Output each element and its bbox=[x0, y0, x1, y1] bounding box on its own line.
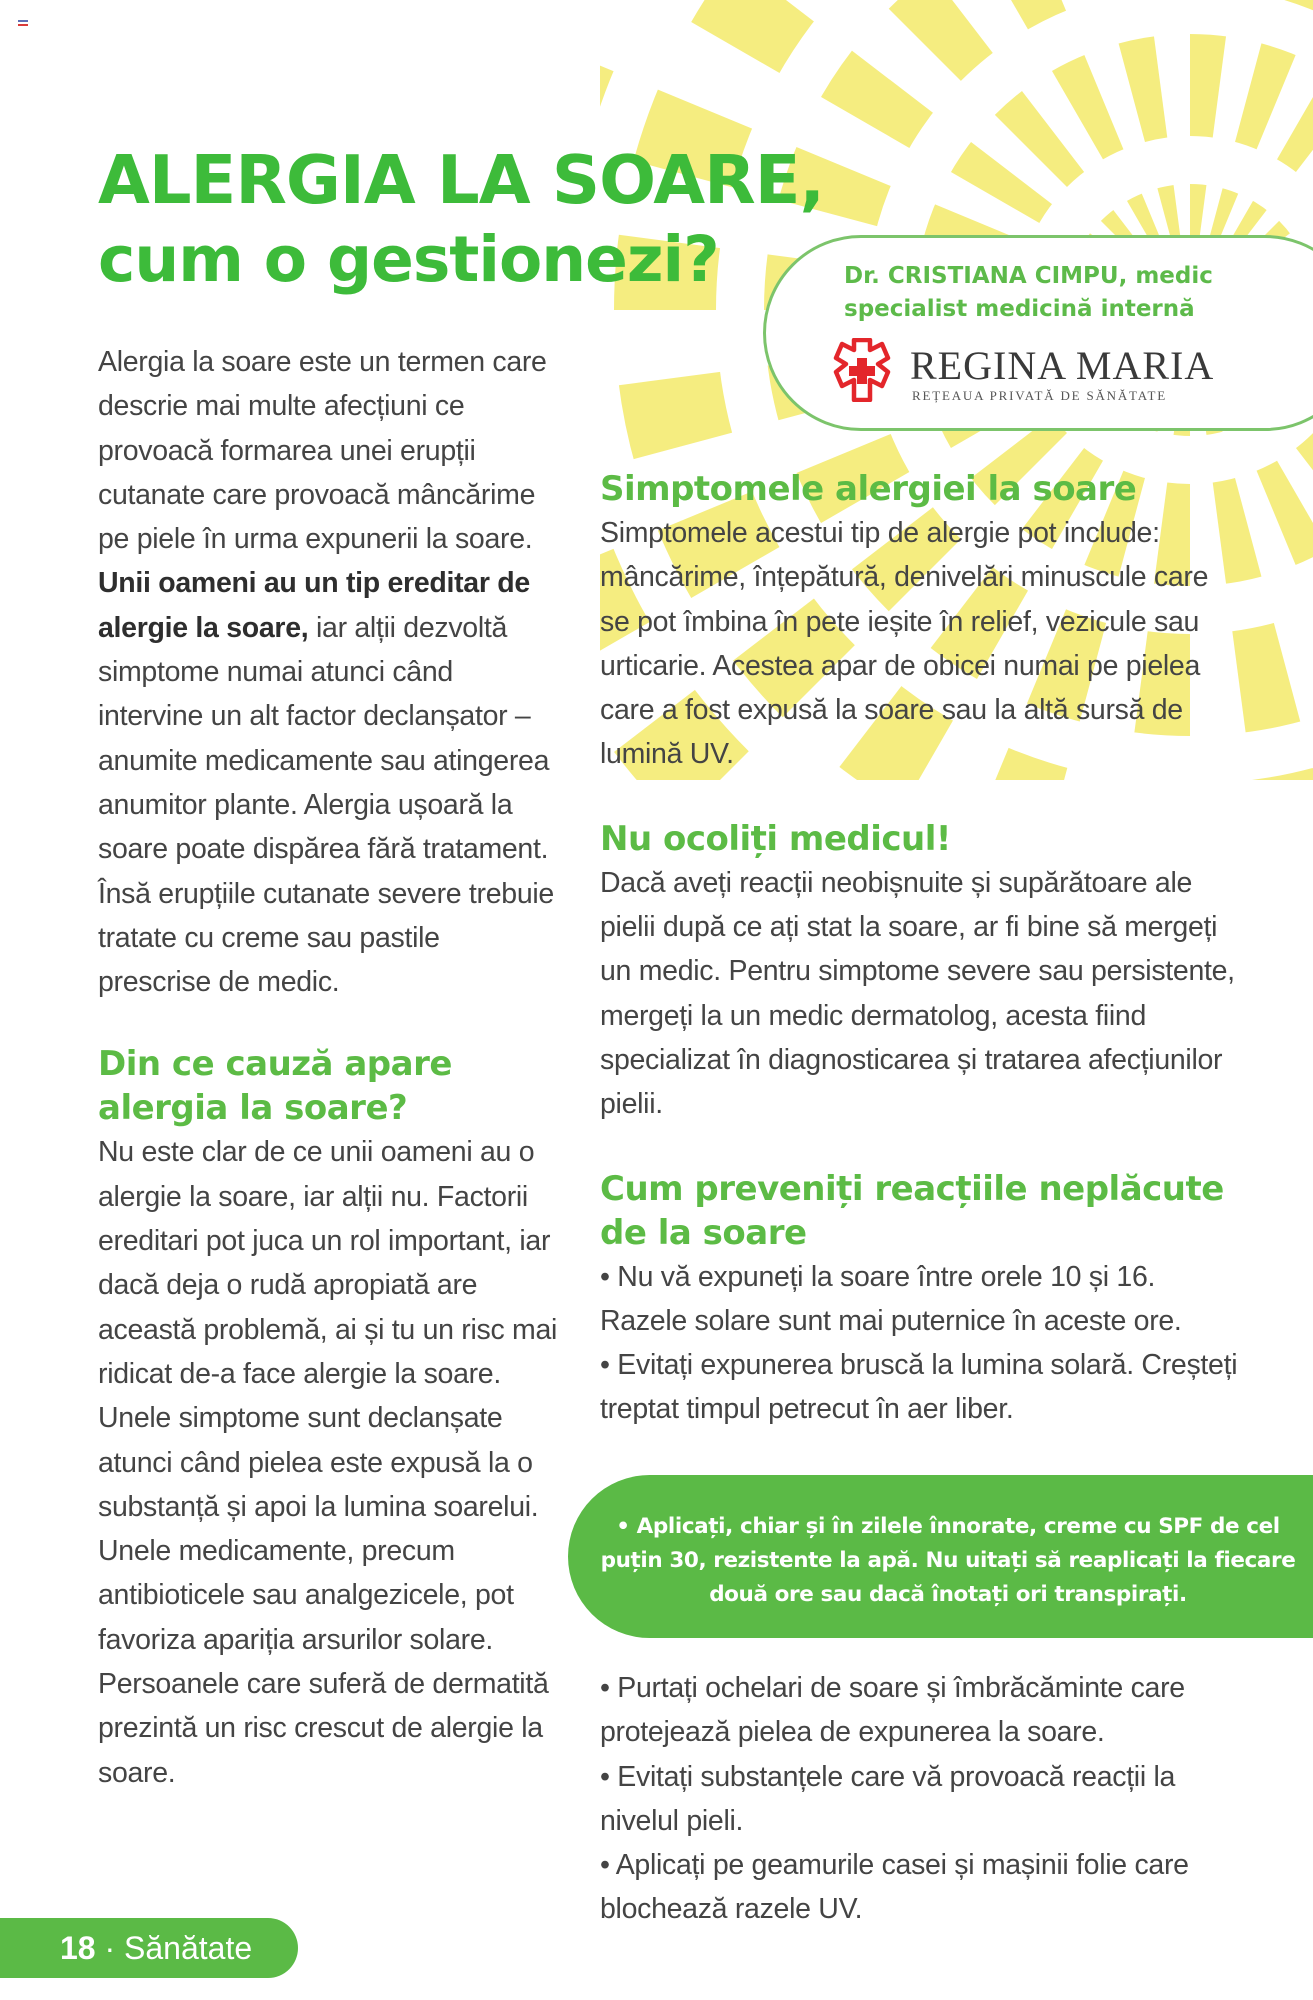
intro-paragraph bbox=[98, 340, 558, 1004]
spf-tip-banner: • Aplicați, chiar și în zilele înnorate, creme cu SPF de cel puțin 30, rezistente la apă. Nu uitați să reaplicați la fiecare două ore sau dacă înotați ori transpirați. bbox=[568, 1475, 1313, 1638]
footer-separator: · bbox=[104, 1930, 116, 1966]
right-column bbox=[600, 467, 1240, 1432]
corner-flag-icon bbox=[18, 20, 28, 26]
intro-text-1: Alergia la soare este un termen care descrie mai multe afecțiuni ce provoacă formarea unei erupții cutanate care provoacă mâncărime pe piele în urma expunerii la soare. bbox=[98, 346, 547, 556]
prevention-bullet: • Evitați substanțele care vă provoacă reacții la nivelul pieli. bbox=[600, 1760, 1176, 1837]
prevention-bullet: • Nu vă expuneți la soare între orele 10 și 16. Razele solare sunt mai puternice în aceste ore. bbox=[600, 1260, 1182, 1337]
cause-paragraph: Nu este clar de ce unii oameni au o alergie la soare, iar alții nu. Factorii ereditari pot juca un rol important, iar dacă deja o rudă apropiată are această problemă, ai și tu un risc mai ridicat de-a face alergie la soare. Unele simptome sunt declanșate atunci când pielea este expusă la o substanță și apoi la lumina soarelui. bbox=[98, 1136, 558, 1523]
page-footer bbox=[0, 1918, 298, 1978]
prevention-bullet: • Aplicați pe geamurile casei și mașinii folie care blochează razele UV. bbox=[600, 1849, 1189, 1926]
article-title bbox=[98, 140, 824, 300]
title-line-1: ALERGIA LA SOARE, bbox=[98, 141, 824, 219]
regina-maria-cross-icon bbox=[830, 338, 894, 402]
logo-name: REGINA MARIA bbox=[910, 343, 1215, 388]
doctor-paragraph: Dacă aveți reacții neobișnuite și supărătoare ale pielii după ce ați stat la soare, ar fi bine să mergeți un medic. Pentru simptome severe sau persistente, mergeți la un medic dermatolog, acesta fiind specializat în diagnosticarea și tratarea afecțiunilor pielii. bbox=[600, 866, 1235, 1121]
cause-paragraph-2: Unele medicamente, precum antibioticele sau analgezicele, pot favoriza apariția arsurilor solare. Persoanele care suferă de dermatită prezintă un risc crescut de alergie la soare. bbox=[98, 1535, 549, 1789]
prevention-bullet: • Purtați ochelari de soare și îmbrăcăminte care protejează pielea de expunerea la soare. bbox=[600, 1672, 1185, 1749]
left-column bbox=[98, 340, 558, 1795]
intro-bold-text: Unii oameni au un tip ereditar de alergie la soare, bbox=[98, 567, 530, 644]
author-card bbox=[763, 235, 1313, 431]
title-line-2: cum o gestionezi? bbox=[98, 223, 719, 296]
cause-heading: Din ce cauză apare alergia la soare? bbox=[98, 1044, 452, 1129]
page-number: 18 bbox=[60, 1930, 96, 1966]
prevention-bullet: • Evitați expunerea bruscă la lumina solară. Creșteți treptat timpul petrecut în aer liber. bbox=[600, 1349, 1238, 1426]
intro-text-2: iar alții dezvoltă simptome numai atunci când intervine un alt factor declanșator – anumite medicamente sau atingerea anumitor plante. Alergia ușoară la soare poate dispărea fără tratament. Însă erupțiile cutanate severe trebuie tratate cu creme sau pastile prescrise de medic. bbox=[98, 611, 554, 999]
symptoms-heading: Simptomele alergiei la soare bbox=[600, 469, 1137, 509]
section-name: Sănătate bbox=[124, 1930, 253, 1966]
regina-maria-logo bbox=[830, 338, 1290, 408]
right-column-continued bbox=[600, 1666, 1240, 1932]
prevention-heading: Cum preveniți reacțiile neplăcute de la soare bbox=[600, 1168, 1224, 1253]
doctor-heading: Nu ocoliți medicul! bbox=[600, 818, 951, 859]
author-name: Dr. CRISTIANA CIMPU, medic specialist medicină internă bbox=[844, 263, 1213, 322]
logo-tagline: REȚEAUA PRIVATĂ DE SĂNĂTATE bbox=[912, 388, 1167, 403]
symptoms-paragraph: Simptomele acestui tip de alergie pot include: mâncărime, înțepătură, denivelări minuscule care se pot îmbina în pete ieșite în relief, vezicule sau urticarie. Acestea apar de obicei numai pe pielea care a fost expusă la soare sau la altă sursă de lumină UV. bbox=[600, 517, 1209, 771]
